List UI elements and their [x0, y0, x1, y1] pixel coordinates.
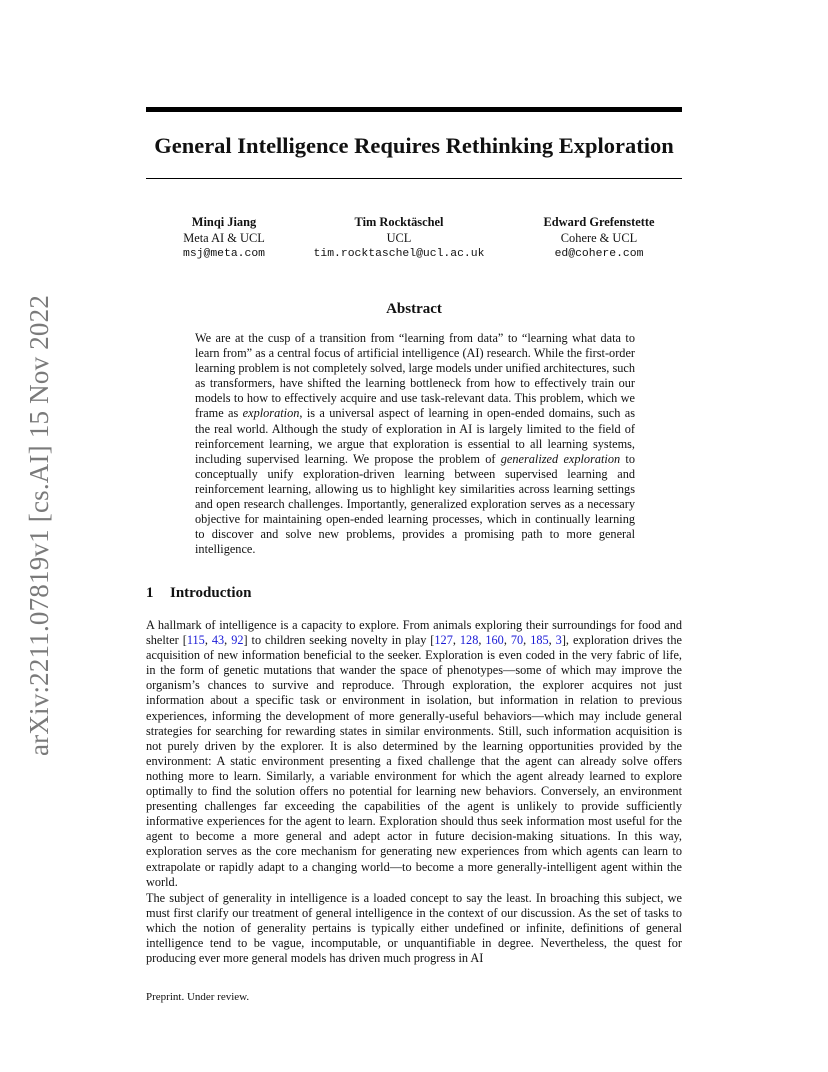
author-name: Tim Rocktäschel	[354, 215, 444, 229]
citation-link[interactable]: 115	[186, 633, 205, 648]
body-text: ,	[204, 633, 212, 648]
author-2	[296, 214, 502, 262]
citation-link[interactable]: 92	[231, 633, 244, 648]
body-text: ] to children seeking novelty in play [	[243, 633, 435, 648]
preprint-footer: Preprint. Under review.	[146, 991, 250, 1003]
abstract-text: to conceptually unify exploration-driven learning between supervised learning and reinforcement learning, allowing us to highlight key similarities across learning settings and open research challenges. Importantly, generalized exploration serves as a necessary objective for maintaining open-ended learning processes, which in continually learning to discover and solve new problems, provides a promising path to more general intelligence.	[195, 451, 635, 557]
section-number: 1	[146, 585, 154, 601]
author-name: Edward Grefenstette	[543, 215, 655, 229]
paper-title: General Intelligence Requires Rethinking Exploration	[154, 133, 674, 158]
citation-link[interactable]: 43	[211, 633, 225, 648]
abstract-heading: Abstract	[386, 301, 442, 317]
citation-link[interactable]: 160	[485, 633, 504, 648]
section-title: Introduction	[170, 585, 252, 601]
body-text: ,	[224, 633, 232, 648]
section-heading-introduction	[146, 583, 682, 603]
intro-paragraph-2: The subject of generality in intelligence is a loaded concept to say the least. In broaching this subject, we must first clarify our treatment of general intelligence in the context of our discussion. As the set of tasks to which the notion of generality pertains is typically either undefined or infinite, definitions of general intelligence tend to be vague, incomputable, or unquantifiable in degree. Nevertheless, the quest for producing ever more general models has driven much progress in AI	[146, 891, 682, 966]
citation-link[interactable]: 3	[555, 633, 562, 648]
body-text: ,	[478, 633, 486, 648]
abstract-body	[195, 331, 635, 557]
abstract-text: We are at the cusp of a transition from “learning from data” to “learning what data to learn from” as a central focus of artificial intelligence (AI) research. While the first-order learning problem is not completely solved, large models under unified architectures, such as transformers, have shifted the learning bottleneck from how to effectively train our models to how to effectively acquire and use task-relevant data. This problem, which we frame as	[195, 331, 635, 421]
author-block	[146, 214, 682, 264]
author-affiliation: Cohere & UCL	[560, 231, 638, 245]
body-text: ,	[523, 633, 531, 648]
author-name: Minqi Jiang	[191, 215, 257, 229]
intro-paragraph-1	[146, 618, 682, 890]
body-text: ,	[452, 633, 460, 648]
citation-link[interactable]: 70	[510, 633, 524, 648]
citation-link[interactable]: 185	[530, 633, 549, 648]
author-3	[516, 214, 682, 262]
title-top-rule	[146, 107, 682, 112]
author-email: msj@meta.com	[182, 248, 266, 260]
arxiv-identifier-text: arXiv:2211.07819v1 [cs.AI] 15 Nov 2022	[24, 294, 55, 756]
arxiv-identifier-stamp	[20, 290, 60, 760]
author-1	[146, 214, 302, 262]
author-affiliation: UCL	[386, 231, 412, 245]
author-affiliation: Meta AI & UCL	[183, 231, 265, 245]
citation-link[interactable]: 128	[459, 633, 479, 648]
body-text: ,	[548, 633, 556, 648]
author-email: ed@cohere.com	[554, 248, 644, 260]
title-bottom-rule	[146, 178, 682, 179]
author-email: tim.rocktaschel@ucl.ac.uk	[313, 248, 485, 260]
body-text: ], exploration drives the acquisition of new information beneficial to the seeker. Exploration is even coded in the very fabric of life, in the form of genetic mutations that wander the space of phenotypes—some of which may improve the organism’s chances to survive and reproduce. Through exploration, the explorer acquires not just information about a specific task or environment in isolation, but information in relation to previous experiences, informing the development of more generally-useful behaviors—which may include general strategies for searching for rewarding states in similar environments. Still, such information acquisition is not purely driven by the explorer. It is also determined by the learning opportunities provided by the environment: A static environment presenting a fixed challenge that the agent can already solve offers nothing more to learn. Similarly, a variable environment for which the agent already learned to explore optimally to find the solution offers no potential for learning new behaviors. Conversely, an environment presenting challenges far exceeding the capabilities of the agent is unlikely to provide sufficiently informative experiences for the agent to learn. Exploration should thus seek information most useful for the agent to become a more general and adept actor in future decision-making situations. In this way, exploration serves as the core mechanism for generating new experiences from which agents can learn to extrapolate or rapidly adapt to a changing world—to become a more generally-intelligent agent within the world.	[146, 633, 682, 889]
abstract-emphasis: generalized exploration	[500, 451, 621, 466]
body-text: ,	[503, 633, 511, 648]
abstract-text: , is a universal aspect of learning in open-ended domains, such as the real world. Although the study of exploration in AI is largely limited to the field of reinforcement learning, we argue that exploration is essential to all learning systems, including supervised learning. We propose the problem of	[195, 406, 635, 466]
abstract-emphasis: exploration	[242, 406, 300, 421]
citation-link[interactable]: 127	[434, 633, 453, 648]
body-text: A hallmark of intelligence is a capacity to explore. From animals exploring their surroundings for food and shelter [	[146, 618, 682, 648]
